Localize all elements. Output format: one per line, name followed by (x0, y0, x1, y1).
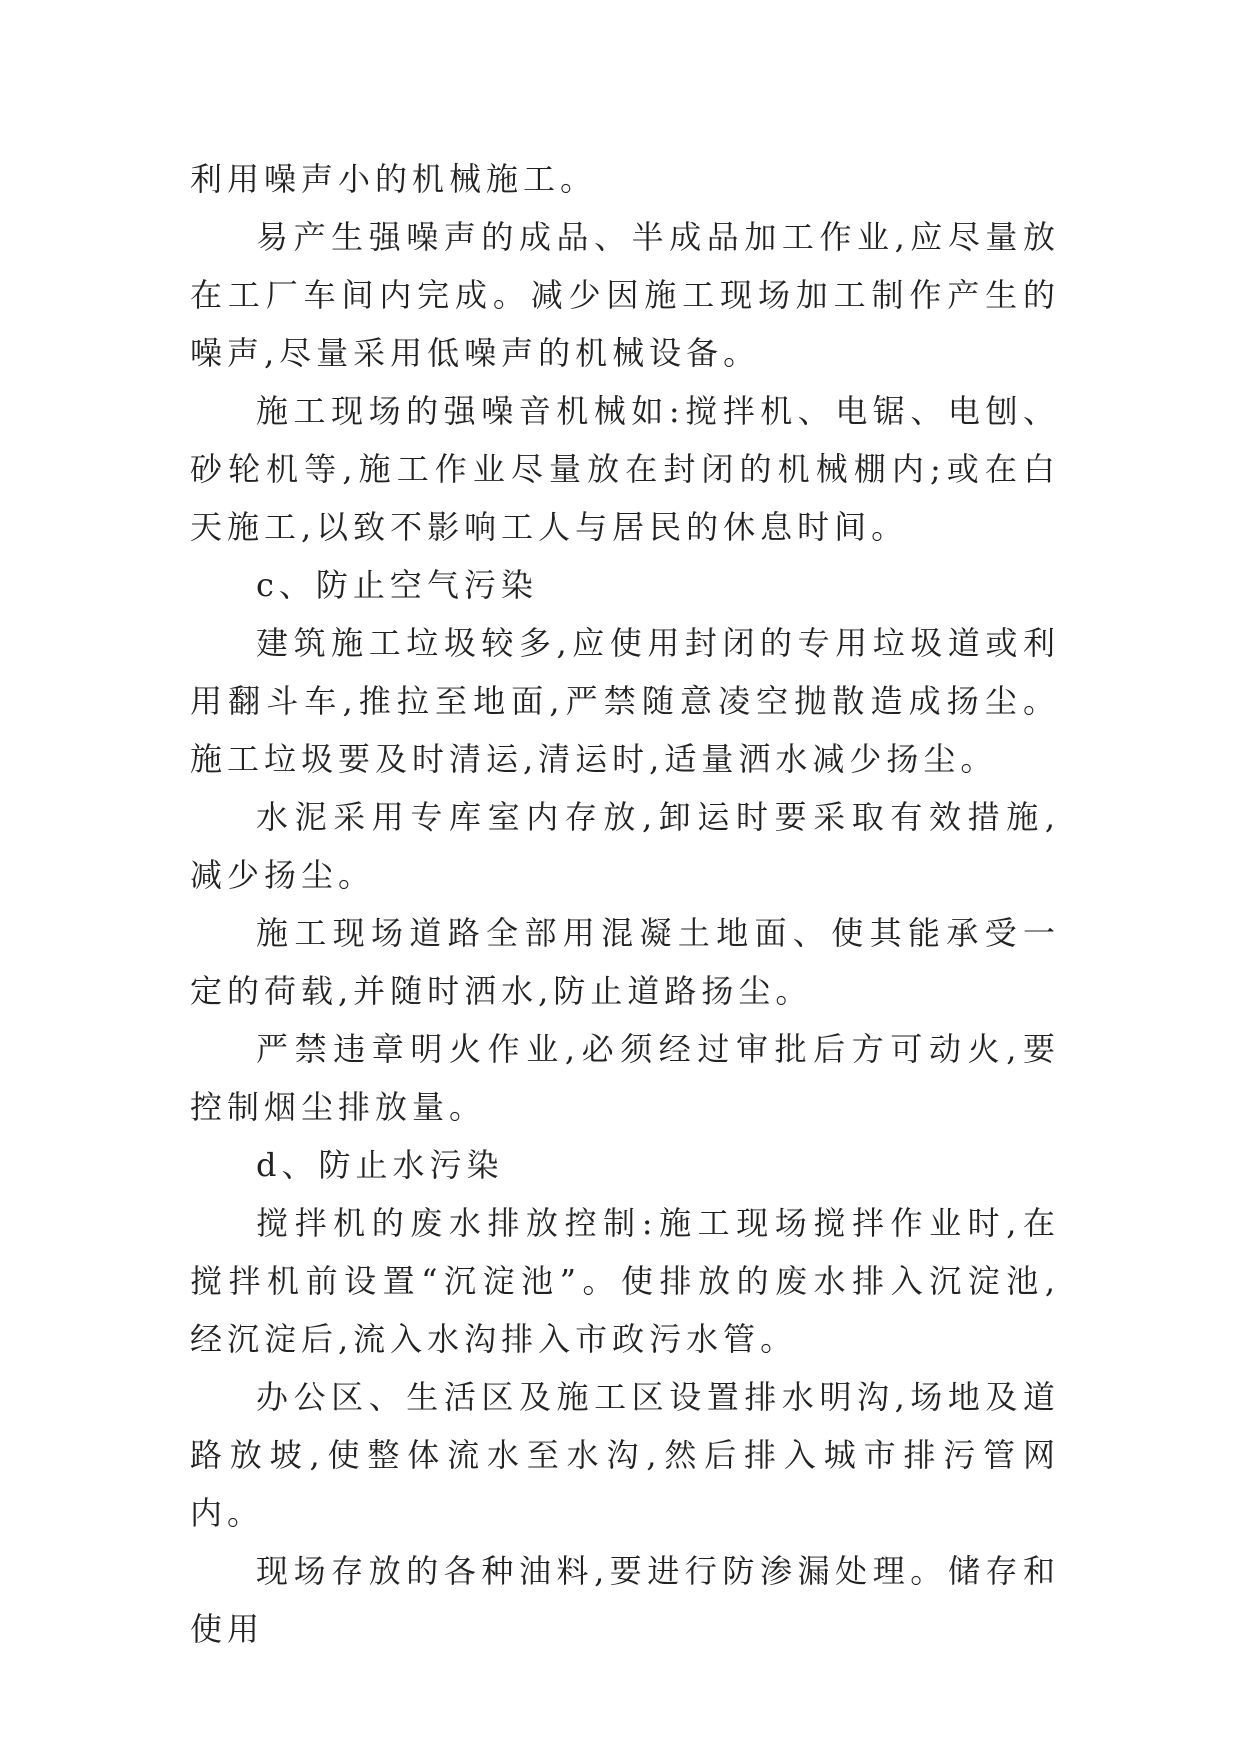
paragraph-11: 办公区、生活区及施工区设置排水明沟,场地及道路放坡,使整体流水至水沟,然后排入城市排污管网内。 (190, 1378, 1060, 1532)
paragraph-2: 易产生强噪声的成品、半成品加工作业,应尽量放在工厂车间内完成。减少因施工现场加工制作产生的噪声,尽量采用低噪声的机械设备。 (190, 218, 1060, 372)
paragraph-6: 水泥采用专库室内存放,卸运时要采取有效措施,减少扬尘。 (190, 798, 1060, 894)
paragraph-10: 搅拌机的废水排放控制:施工现场搅拌作业时,在搅拌机前设置“沉淀池”。使排放的废水排入沉淀池,经沉淀后,流入水沟排入市政污水管。 (190, 1204, 1060, 1358)
document-body (190, 150, 1060, 1658)
paragraph-12: 现场存放的各种油料,要进行防渗漏处理。储存和使用 (190, 1552, 1060, 1648)
section-heading-water-pollution: d、防止水污染 (256, 1146, 504, 1184)
paragraph-1: 利用噪声小的机械施工。 (190, 160, 598, 198)
section-heading-air-pollution: c、防止空气污染 (256, 566, 538, 604)
paragraph-5: 建筑施工垃圾较多,应使用封闭的专用垃圾道或利用翻斗车,推拉至地面,严禁随意凌空抛散造成扬尘。施工垃圾要及时清运,清运时,适量洒水减少扬尘。 (190, 624, 1060, 778)
paragraph-8: 严禁违章明火作业,必须经过审批后方可动火,要控制烟尘排放量。 (190, 1030, 1060, 1126)
paragraph-3: 施工现场的强噪音机械如:搅拌机、电锯、电刨、砂轮机等,施工作业尽量放在封闭的机械棚内;或在白天施工,以致不影响工人与居民的休息时间。 (190, 392, 1060, 546)
paragraph-7: 施工现场道路全部用混凝土地面、使其能承受一定的荷载,并随时洒水,防止道路扬尘。 (190, 914, 1060, 1010)
